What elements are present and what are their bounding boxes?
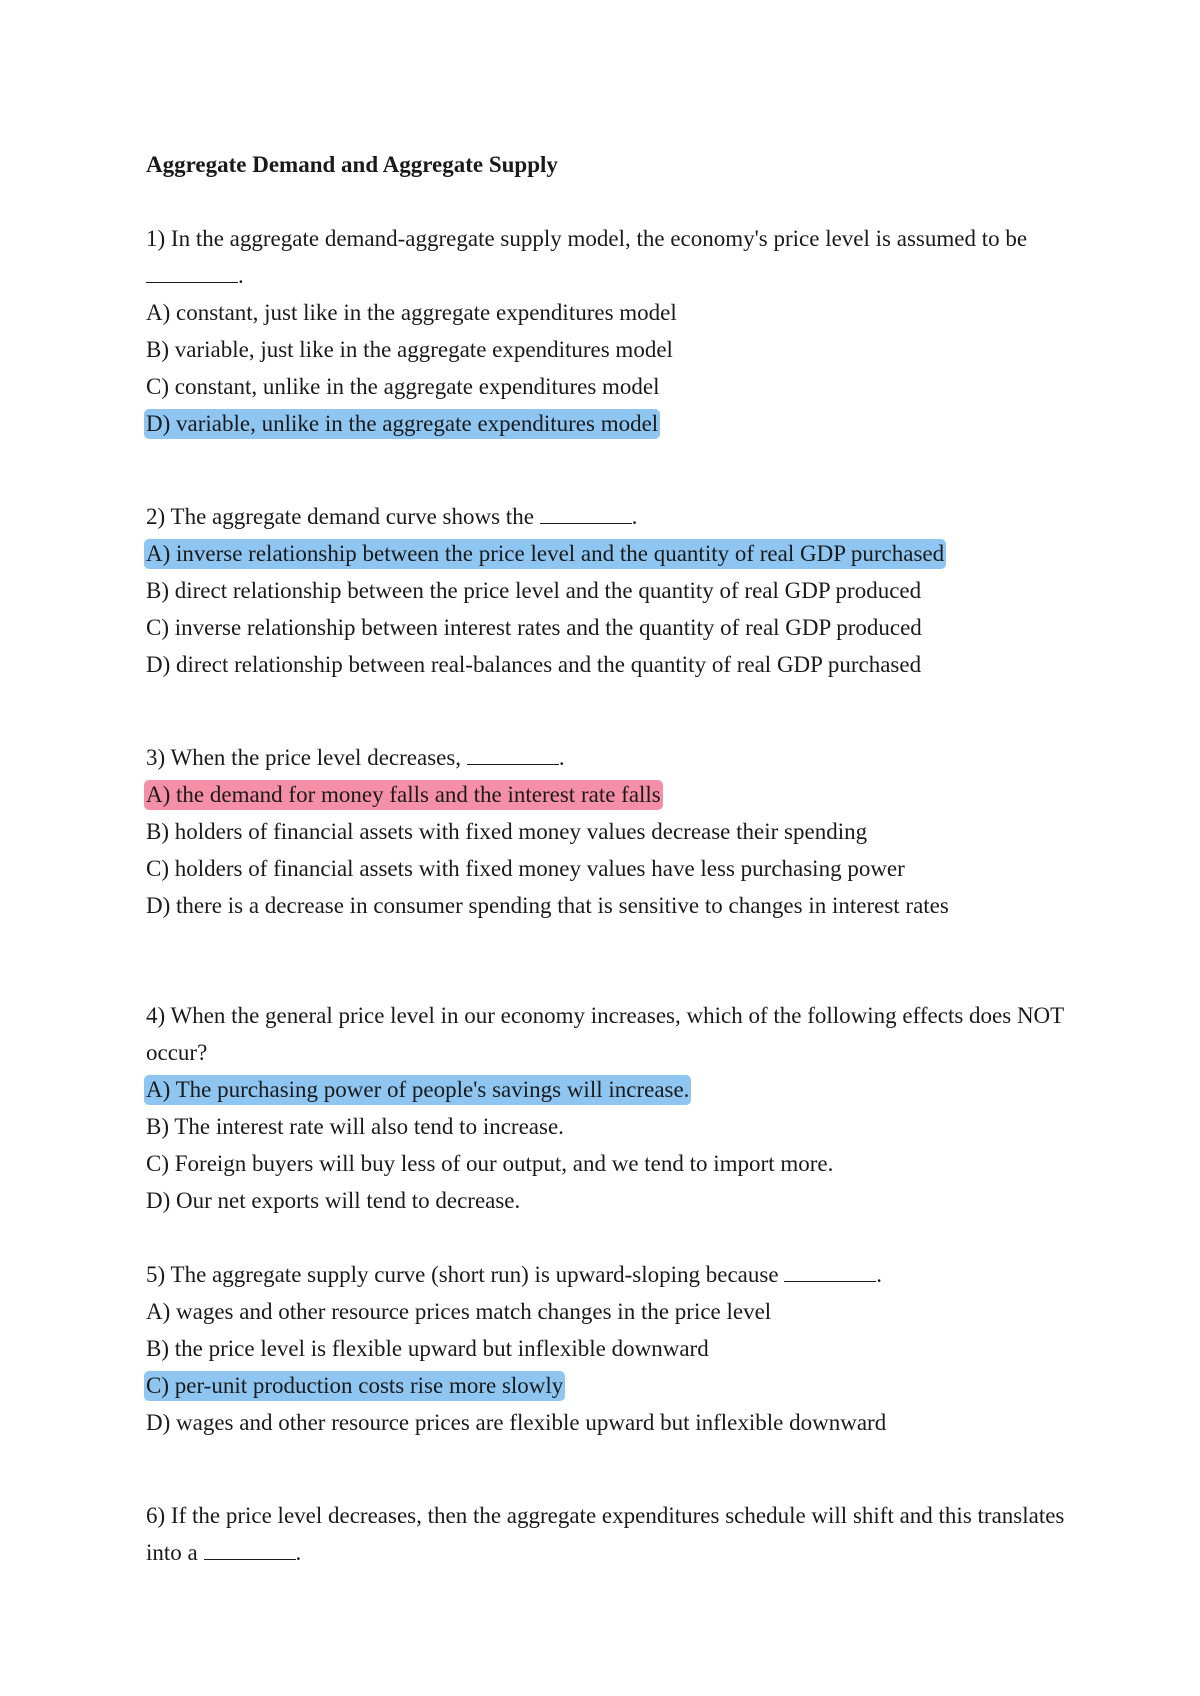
question-text: 5) The aggregate supply curve (short run) is upward-sloping because .: [146, 1262, 883, 1287]
option-c: C) constant, unlike in the aggregate expenditures model: [146, 374, 660, 399]
option-b: B) the price level is flexible upward but inflexible downward: [146, 1336, 709, 1361]
option-c-highlighted: [146, 1367, 1076, 1404]
option-c: C) holders of financial assets with fixed money values have less purchasing power: [146, 856, 905, 881]
option-b: B) variable, just like in the aggregate expenditures model: [146, 337, 673, 362]
question-6: [146, 1497, 1076, 1571]
answer-highlight: D) variable, unlike in the aggregate expenditures model: [144, 409, 660, 439]
answer-highlight: C) per-unit production costs rise more slowly: [144, 1371, 565, 1401]
question-number: 4): [146, 1003, 166, 1028]
option-a: A) constant, just like in the aggregate expenditures model: [146, 300, 677, 325]
option-b: B) holders of financial assets with fixed money values decrease their spending: [146, 819, 868, 844]
question-stem: When the price level decreases,: [170, 745, 462, 770]
option-d: D) wages and other resource prices are flexible upward but inflexible downward: [146, 1410, 887, 1435]
question-text: [146, 997, 1076, 1071]
option-a-highlighted: [146, 776, 1076, 813]
question-number: 6): [146, 1503, 166, 1528]
option-c: C) Foreign buyers will buy less of our output, and we tend to import more.: [146, 1151, 834, 1176]
answer-highlight: A) The purchasing power of people's savings will increase.: [144, 1075, 691, 1105]
option-b: B) direct relationship between the price level and the quantity of real GDP produced: [146, 578, 922, 603]
answer-highlight: A) inverse relationship between the price level and the quantity of real GDP purchased: [144, 539, 946, 569]
option-a-highlighted: [146, 1071, 1076, 1108]
option-a: A) wages and other resource prices match changes in the price level: [146, 1299, 772, 1324]
option-a-highlighted: [146, 535, 1076, 572]
question-stem: If the price level decreases, then the aggregate expenditures schedule will shift and this translates into a: [146, 1503, 1065, 1565]
question-stem: In the aggregate demand-aggregate supply model, the economy's price level is assumed to be: [170, 226, 1028, 251]
question-4: [146, 997, 1076, 1219]
question-5: [146, 1256, 1076, 1441]
option-d-highlighted: [146, 405, 1076, 442]
document-page: [146, 146, 1076, 1571]
question-number: 1): [146, 226, 166, 251]
option-d: D) there is a decrease in consumer spending that is sensitive to changes in interest rates: [146, 893, 949, 918]
answer-blank: [784, 1263, 876, 1282]
question-text: 1) In the aggregate demand-aggregate supply model, the economy's price level is assumed to be .: [146, 226, 1028, 288]
question-1: [146, 220, 1076, 442]
question-text: 3) When the price level decreases, .: [146, 745, 565, 770]
page-title: Aggregate Demand and Aggregate Supply: [146, 152, 558, 177]
answer-blank: [146, 264, 238, 283]
question-number: 2): [146, 504, 166, 529]
answer-blank: [204, 1541, 296, 1560]
question-stem: The aggregate supply curve (short run) is upward-sloping because: [170, 1262, 779, 1287]
question-3: [146, 739, 1076, 924]
option-d: D) Our net exports will tend to decrease.: [146, 1188, 521, 1213]
question-number: 5): [146, 1262, 166, 1287]
question-stem: When the general price level in our economy increases, which of the following effects does NOT occur?: [146, 1003, 1064, 1065]
question-text: 6) If the price level decreases, then the aggregate expenditures schedule will shift and this translates into a .: [146, 1503, 1065, 1565]
question-stem: The aggregate demand curve shows the: [170, 504, 534, 529]
option-c: C) inverse relationship between interest rates and the quantity of real GDP produced: [146, 615, 922, 640]
answer-highlight: A) the demand for money falls and the interest rate falls: [144, 780, 663, 810]
question-text: 2) The aggregate demand curve shows the .: [146, 504, 638, 529]
option-b: B) The interest rate will also tend to increase.: [146, 1114, 564, 1139]
question-number: 3): [146, 745, 166, 770]
question-2: [146, 498, 1076, 683]
option-d: D) direct relationship between real-balances and the quantity of real GDP purchased: [146, 652, 922, 677]
answer-blank: [540, 505, 632, 524]
answer-blank: [467, 746, 559, 765]
